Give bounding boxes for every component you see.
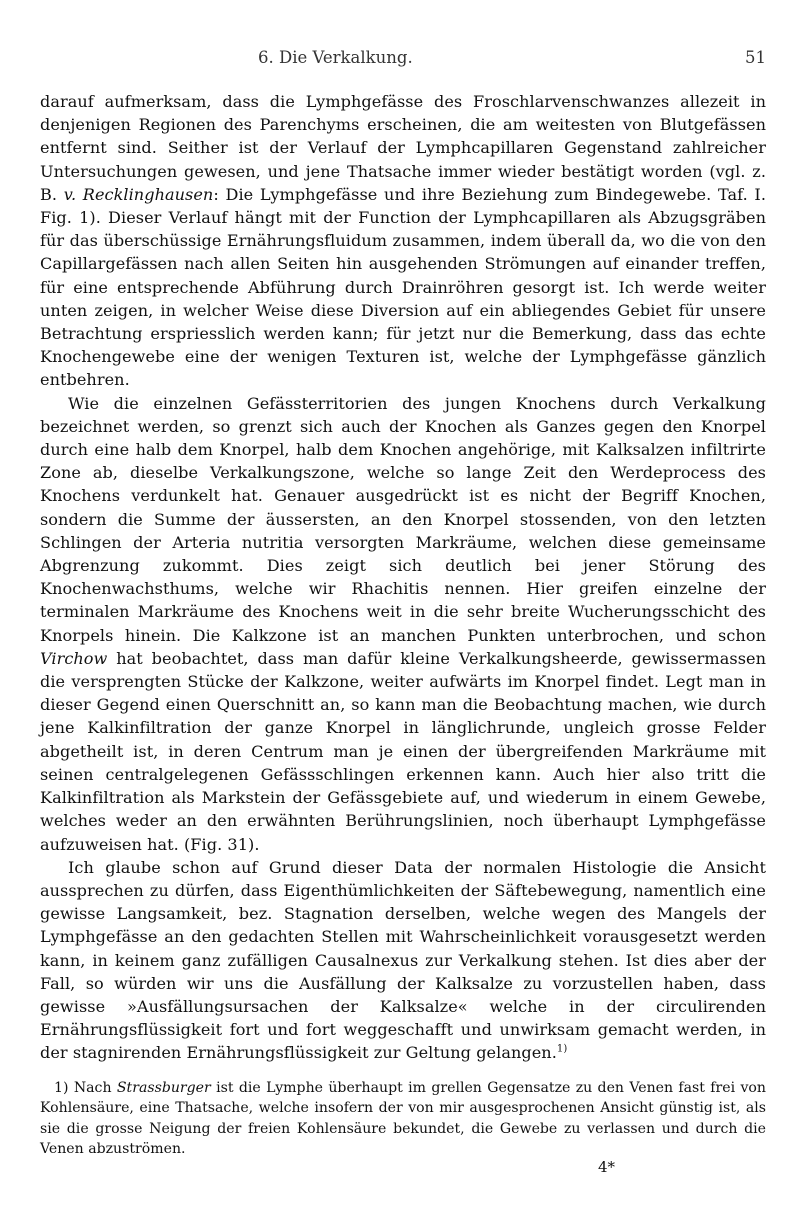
author-virchow: Virchow bbox=[40, 648, 108, 668]
paragraph-3 bbox=[40, 856, 766, 1065]
paragraph-1-text-b: : Die Lymphgefässe und ihre Beziehung zum Bindegewebe. Taf. I. Fig. 1). Dieser Verlauf hängt mit der Function der Lymphcapillaren als Abzugsgräben für das überschüssige Ernährungsfluidum zusammen, indem überall da, wo die von den Capillargefässen nach allen Seiten hin ausgehenden Strömungen auf einander treffen, für eine entsprechende Abführung durch Drainröhren gesorgt ist. Ich werde weiter unten zeigen, in welcher Weise diese Diversion auf ein abliegendes Gebiet für unsere Betrachtung erspriesslich werden kann; für jetzt nur die Bemerkung, dass das echte Knochengewebe eine der wenigen Texturen ist, welche der Lymphgefässe gänzlich entbehren. bbox=[40, 184, 766, 390]
author-strassburger: Strassburger bbox=[116, 1080, 211, 1096]
paragraph-2-text-a: Wie die einzelnen Gefässterritorien des jungen Knochens durch Verkalkung bezeichnet werden, so grenzt sich auch der Knochen als Ganzes gegen den Knorpel durch eine halb dem Knorpel, halb dem Knochen angehörige, mit Kalksalzen infiltrirte Zone ab, dieselbe Verkalkungszone, welche so lange Zeit den Werdeprocess des Knochens verdunkelt hat. Genauer ausgedrückt ist es nicht der Begriff Knochen, sondern die Summe der äussersten, an den Knorpel stossenden, von den letzten Schlingen der Arteria nutritia versorgten Markräume, welchen diese gemeinsame Abgrenzung zukommt. Dies zeigt sich deutlich bei jener Störung des Knochenwachsthums, welche wir Rhachitis nennen. Hier greifen einzelne der terminalen Markräume des Knochens weit in die sehr breite Wucherungsschicht des Knorpels hinein. Die Kalkzone ist an manchen Punkten unterbrochen, und schon bbox=[40, 393, 766, 645]
paragraph-1-text-a: darauf aufmerksam, dass die Lymphgefässe des Froschlarvenschwanzes allezeit in denjenigen Regionen des Parenchyms erscheinen, die am weitesten von Blutgefässen entfernt sind. Seither ist der Verlauf der Lymphcapillaren Gegenstand zahlreicher Untersuchungen gewesen, und jene Thatsache immer wieder bestätigt worden (vgl. z. B. bbox=[40, 92, 766, 204]
chapter-title: 6. Die Verkalkung. bbox=[258, 48, 413, 67]
paragraph-2-text-b: hat beobachtet, dass man dafür kleine Verkalkungsheerde, gewissermassen die versprengten Stücke der Kalkzone, weiter aufwärts im Knorpel findet. Legt man in dieser Gegend einen Querschnitt an, so kann man die Beobachtung machen, wie durch jene Kalkinfiltration der ganze Knorpel in länglichrunde, ungleich grosse Felder abgetheilt ist, in deren Centrum man je einen der übergreifenden Markräume mit seinen centralgelegenen Gefässschlingen erkennen kann. Auch hier also tritt die Kalkinfiltration als Markstein der Gefässgebiete auf, und wiederum in einem Gewebe, welches weder an den erwähnten Berührungslinien, noch überhaupt Lymphgefässe aufzuweisen hat. (Fig. 31). bbox=[40, 648, 766, 854]
footnote bbox=[40, 1078, 766, 1159]
running-head bbox=[40, 48, 766, 72]
body-text bbox=[40, 90, 766, 1065]
paragraph-1 bbox=[40, 90, 766, 392]
paragraph-3-text: Ich glaube schon auf Grund dieser Data der normalen Histologie die Ansicht aussprechen zu dürfen, dass Eigenthümlichkeiten der Säftebewegung, namentlich eine gewisse Langsamkeit, bez. Stagnation derselben, welche wegen des Mangels der Lymphgefässe an den gedachten Stellen mit Wahrscheinlichkeit vorausgesetzt werden kann, in keinem ganz zufälligen Causalnexus zur Verkalkung stehen. Ist dies aber der Fall, so würden wir uns die Ausfällung der Kalksalze zu vorzustellen haben, dass gewisse »Ausfällungsursachen der Kalksalze« welche in der circulirenden Ernährungsflüssigkeit fort und fort weggeschafft und unwirksam gemacht werden, in der stagnirenden Ernährungsflüssigkeit zur Geltung gelangen. bbox=[40, 857, 766, 1063]
footnote-number: 1) Nach bbox=[54, 1080, 117, 1096]
page-number: 51 bbox=[745, 48, 766, 67]
paragraph-2 bbox=[40, 392, 766, 856]
footnote-paragraph bbox=[40, 1078, 766, 1159]
footnote-reference: 1) bbox=[556, 1043, 568, 1055]
signature-mark: 4* bbox=[598, 1158, 616, 1176]
footnote-text: ist die Lymphe überhaupt im grellen Gegensatze zu den Venen fast frei von Kohlensäure, eine Thatsache, welche insofern der von mir ausgesprochenen Ansicht günstig ist, als sie die grosse Neigung der freien Kohlensäure bekundet, die Gewebe zu verlassen und durch die Venen abzuströmen. bbox=[40, 1080, 766, 1157]
author-recklinghausen: v. Recklinghausen bbox=[63, 184, 214, 204]
